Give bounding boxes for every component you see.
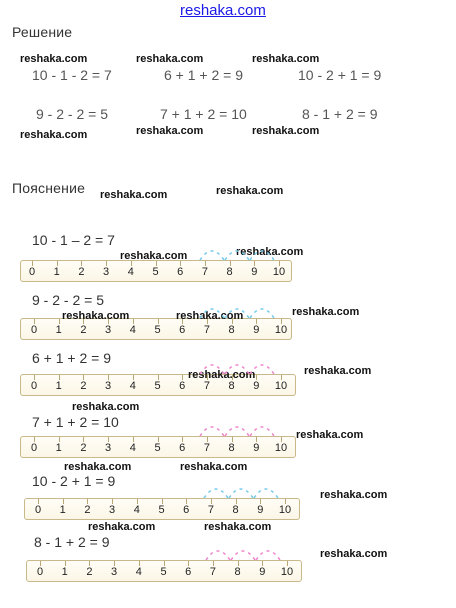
solution-equation: 6 + 1 + 2 = 9 bbox=[164, 67, 244, 83]
number-line-label: 2 bbox=[80, 442, 87, 454]
number-line-label: 1 bbox=[53, 266, 60, 278]
hop-arc bbox=[225, 251, 249, 260]
solution-equation: 7 + 1 + 2 = 10 bbox=[160, 106, 247, 122]
watermark: reshaka.com bbox=[120, 250, 188, 262]
number-line-label: 3 bbox=[105, 324, 112, 336]
watermark: reshaka.com bbox=[204, 521, 272, 533]
number-line-label: 2 bbox=[80, 380, 87, 392]
number-line-label: 7 bbox=[209, 566, 216, 578]
number-line-label: 9 bbox=[253, 324, 260, 336]
number-line-label: 10 bbox=[274, 442, 288, 454]
number-line-label: 9 bbox=[251, 266, 258, 278]
hop-arcs bbox=[201, 540, 291, 562]
number-line-label: 0 bbox=[34, 504, 42, 516]
watermark: reshaka.com bbox=[136, 53, 204, 65]
number-line-label: 2 bbox=[78, 266, 85, 278]
hop-arc bbox=[250, 365, 274, 374]
hop-arcs bbox=[195, 298, 285, 320]
number-line-label: 6 bbox=[185, 566, 192, 578]
watermark: reshaka.com bbox=[176, 310, 244, 322]
explanation-equation: 7 + 1 + 2 = 10 bbox=[32, 414, 119, 430]
number-line bbox=[20, 260, 292, 282]
number-line-label: 4 bbox=[129, 324, 136, 336]
number-line-label: 3 bbox=[111, 566, 118, 578]
watermark: reshaka.com bbox=[216, 185, 284, 197]
hop-arc bbox=[200, 365, 224, 374]
number-line bbox=[20, 436, 296, 458]
watermark: reshaka.com bbox=[20, 129, 88, 141]
solution-equation: 10 - 2 + 1 = 9 bbox=[298, 67, 382, 83]
hop-arc bbox=[229, 489, 253, 498]
number-line-label: 3 bbox=[105, 380, 112, 392]
hop-arc bbox=[250, 309, 274, 318]
number-line-label: 10 bbox=[274, 380, 288, 392]
solution-equation: 9 - 2 - 2 = 5 bbox=[36, 106, 108, 122]
number-line-label: 1 bbox=[55, 442, 62, 454]
number-line-label: 4 bbox=[129, 380, 136, 392]
watermark: reshaka.com bbox=[20, 53, 88, 65]
number-line-label: 6 bbox=[179, 380, 186, 392]
hop-arc bbox=[200, 309, 224, 318]
number-line-label: 0 bbox=[30, 442, 38, 454]
solution-equation: 8 - 1 + 2 = 9 bbox=[302, 106, 378, 122]
number-line-label: 7 bbox=[203, 380, 210, 392]
number-line-label: 2 bbox=[80, 324, 87, 336]
number-line-label: 6 bbox=[179, 442, 186, 454]
watermark: reshaka.com bbox=[136, 125, 204, 137]
number-line-label: 8 bbox=[226, 266, 233, 278]
number-line-label: 5 bbox=[154, 324, 161, 336]
number-line-label: 6 bbox=[183, 504, 190, 516]
number-line-label: 6 bbox=[179, 324, 186, 336]
explanation-equation: 10 - 1 – 2 = 7 bbox=[32, 232, 115, 248]
number-line-label: 5 bbox=[154, 442, 161, 454]
number-line-label: 5 bbox=[160, 566, 167, 578]
hop-arc bbox=[200, 251, 224, 260]
solution-heading: Решение bbox=[12, 24, 73, 40]
number-line-label: 2 bbox=[86, 566, 93, 578]
number-line-label: 1 bbox=[61, 566, 68, 578]
hop-arcs bbox=[195, 240, 285, 262]
hop-arc bbox=[200, 427, 224, 436]
number-line-label: 9 bbox=[253, 380, 260, 392]
number-line-label: 7 bbox=[207, 504, 214, 516]
number-line-label: 4 bbox=[127, 266, 134, 278]
number-line-label: 10 bbox=[272, 266, 286, 278]
watermark: reshaka.com bbox=[188, 369, 256, 381]
number-line-label: 0 bbox=[30, 380, 38, 392]
number-line-label: 8 bbox=[228, 442, 235, 454]
number-line bbox=[20, 318, 292, 340]
number-line-label: 10 bbox=[280, 566, 294, 578]
hop-arc bbox=[225, 365, 249, 374]
hop-arc bbox=[256, 551, 280, 560]
number-line-label: 3 bbox=[103, 266, 110, 278]
number-line-label: 8 bbox=[232, 504, 239, 516]
site-title-link[interactable]: reshaka.com bbox=[180, 2, 266, 19]
watermark: reshaka.com bbox=[252, 125, 320, 137]
hop-arcs bbox=[195, 354, 285, 376]
number-line-label: 7 bbox=[203, 442, 210, 454]
explanation-equation: 8 - 1 + 2 = 9 bbox=[34, 534, 110, 550]
explanation-heading: Пояснение bbox=[12, 180, 86, 196]
watermark: reshaka.com bbox=[304, 365, 372, 377]
number-line-label: 4 bbox=[135, 566, 142, 578]
number-line-label: 1 bbox=[59, 504, 66, 516]
number-line-label: 7 bbox=[201, 266, 208, 278]
watermark: reshaka.com bbox=[252, 53, 320, 65]
explanation-equation: 10 - 2 + 1 = 9 bbox=[32, 473, 116, 489]
watermark: reshaka.com bbox=[296, 429, 364, 441]
number-line-label: 0 bbox=[28, 266, 36, 278]
hop-arc bbox=[250, 251, 274, 260]
number-line-label: 9 bbox=[253, 442, 260, 454]
watermark: reshaka.com bbox=[320, 548, 388, 560]
hop-arc bbox=[254, 489, 278, 498]
number-line-label: 10 bbox=[278, 504, 292, 516]
solution-equation: 10 - 1 - 2 = 7 bbox=[32, 67, 112, 83]
number-line-label: 3 bbox=[109, 504, 116, 516]
number-line-label: 1 bbox=[55, 324, 62, 336]
number-line-label: 8 bbox=[228, 324, 235, 336]
hop-arc bbox=[225, 309, 249, 318]
number-line-label: 2 bbox=[84, 504, 91, 516]
number-line-label: 5 bbox=[154, 380, 161, 392]
number-line-label: 8 bbox=[234, 566, 241, 578]
watermark: reshaka.com bbox=[62, 310, 130, 322]
watermark: reshaka.com bbox=[320, 489, 388, 501]
watermark: reshaka.com bbox=[180, 461, 248, 473]
number-line-label: 6 bbox=[177, 266, 184, 278]
number-line-label: 0 bbox=[36, 566, 44, 578]
number-line-label: 3 bbox=[105, 442, 112, 454]
number-line-label: 5 bbox=[158, 504, 165, 516]
hop-arc bbox=[225, 427, 249, 436]
number-line-label: 9 bbox=[257, 504, 264, 516]
hop-arc bbox=[250, 427, 274, 436]
number-line-label: 8 bbox=[228, 380, 235, 392]
hop-arc bbox=[204, 489, 228, 498]
watermark: reshaka.com bbox=[64, 461, 132, 473]
number-line bbox=[24, 498, 300, 520]
number-line-label: 1 bbox=[55, 380, 62, 392]
number-line-label: 0 bbox=[30, 324, 38, 336]
explanation-equation: 9 - 2 - 2 = 5 bbox=[32, 292, 104, 308]
number-line-label: 5 bbox=[152, 266, 159, 278]
number-line-label: 4 bbox=[133, 504, 140, 516]
hop-arcs bbox=[195, 416, 285, 438]
number-line-label: 7 bbox=[203, 324, 210, 336]
number-line-label: 10 bbox=[274, 324, 288, 336]
hop-arc bbox=[231, 551, 255, 560]
watermark: reshaka.com bbox=[100, 189, 168, 201]
watermark: reshaka.com bbox=[72, 401, 140, 413]
watermark: reshaka.com bbox=[236, 246, 304, 258]
hop-arc bbox=[206, 551, 230, 560]
number-line-label: 9 bbox=[259, 566, 266, 578]
watermark: reshaka.com bbox=[292, 306, 360, 318]
watermark: reshaka.com bbox=[88, 521, 156, 533]
number-line-label: 4 bbox=[129, 442, 136, 454]
hop-arcs bbox=[199, 478, 289, 500]
explanation-equation: 6 + 1 + 2 = 9 bbox=[32, 350, 112, 366]
number-line bbox=[26, 560, 302, 582]
